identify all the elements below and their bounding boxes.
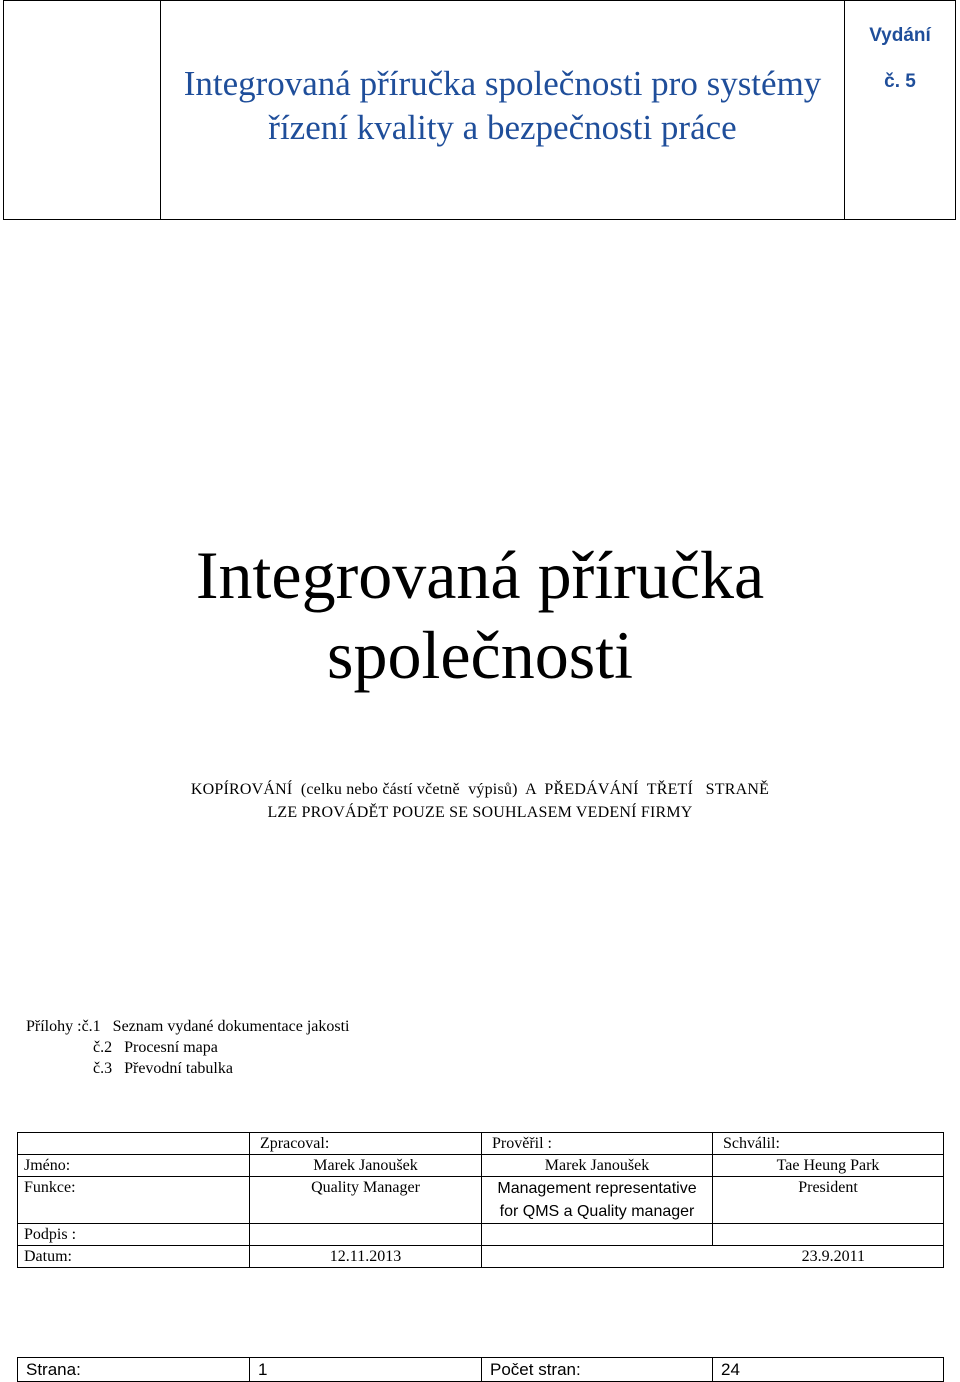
approval-date-cell: 23.9.2011 <box>482 1246 944 1268</box>
approval-header-cell: Zpracoval: <box>250 1133 482 1155</box>
approval-date-cell: 12.11.2013 <box>250 1246 482 1268</box>
approval-row-label: Jméno: <box>18 1155 250 1177</box>
attachment-row-1 <box>26 1016 349 1037</box>
attachment-item: č.2 Procesní mapa <box>93 1039 218 1056</box>
approval-signature-cell <box>250 1224 482 1246</box>
approval-header-cell: Schválil: <box>713 1133 944 1155</box>
approval-header-row <box>18 1133 944 1155</box>
approval-signature-cell <box>482 1224 713 1246</box>
footer-page-label: Strana: <box>18 1358 250 1382</box>
page-footer <box>17 1357 944 1382</box>
header-edition-cell <box>845 1 955 219</box>
main-title <box>0 535 960 695</box>
approval-table <box>17 1132 944 1268</box>
footer-page-value: 1 <box>250 1358 482 1382</box>
copy-notice-line-2: LZE PROVÁDĚT POUZE SE SOUHLASEM VEDENÍ FIRMY <box>267 804 693 821</box>
approval-row-label: Funkce: <box>18 1177 250 1224</box>
attachment-row-2 <box>26 1037 349 1058</box>
edition-label: Vydání <box>869 25 931 46</box>
main-title-line-2: společnosti <box>327 617 633 693</box>
attachment-item: č.1 Seznam vydané dokumentace jakosti <box>81 1018 350 1035</box>
attachment-item: č.3 Převodní tabulka <box>93 1060 233 1077</box>
header-logo-cell <box>4 1 161 219</box>
approval-signature-row <box>18 1224 944 1246</box>
approval-function-row <box>18 1177 944 1224</box>
approval-function-cell: Quality Manager <box>250 1177 482 1224</box>
edition-number: č. 5 <box>884 71 916 92</box>
footer-pages-label: Počet stran: <box>482 1358 713 1382</box>
approval-header-cell <box>18 1133 250 1155</box>
approval-row-label: Datum: <box>18 1246 250 1268</box>
approval-name-cell: Marek Janoušek <box>250 1155 482 1177</box>
approval-date-row <box>18 1246 944 1268</box>
footer-row <box>18 1358 944 1382</box>
attachments-label: Přílohy : <box>26 1018 82 1035</box>
copy-notice-line-1: KOPÍROVÁNÍ (celku nebo částí včetně výpisů) A PŘEDÁVÁNÍ TŘETÍ STRANĚ <box>190 781 770 798</box>
approval-header-cell: Prověřil : <box>482 1133 713 1155</box>
approval-function-cell: President <box>713 1177 944 1224</box>
attachments-list <box>26 1016 349 1079</box>
attachment-row-3 <box>26 1058 349 1079</box>
header-title: Integrovaná příručka společnosti pro systémy řízení kvality a bezpečnosti práce <box>183 64 822 147</box>
document-header <box>3 0 956 220</box>
main-title-line-1: Integrovaná příručka <box>195 537 765 613</box>
approval-name-row <box>18 1155 944 1177</box>
approval-name-cell: Marek Janoušek <box>482 1155 713 1177</box>
approval-row-label: Podpis : <box>18 1224 250 1246</box>
header-title-cell <box>161 1 845 219</box>
footer-pages-value: 24 <box>713 1358 944 1382</box>
approval-name-cell: Tae Heung Park <box>713 1155 944 1177</box>
approval-signature-cell <box>713 1224 944 1246</box>
approval-function-cell: Management representative for QMS a Quality manager <box>482 1177 713 1224</box>
copy-notice <box>0 778 960 824</box>
